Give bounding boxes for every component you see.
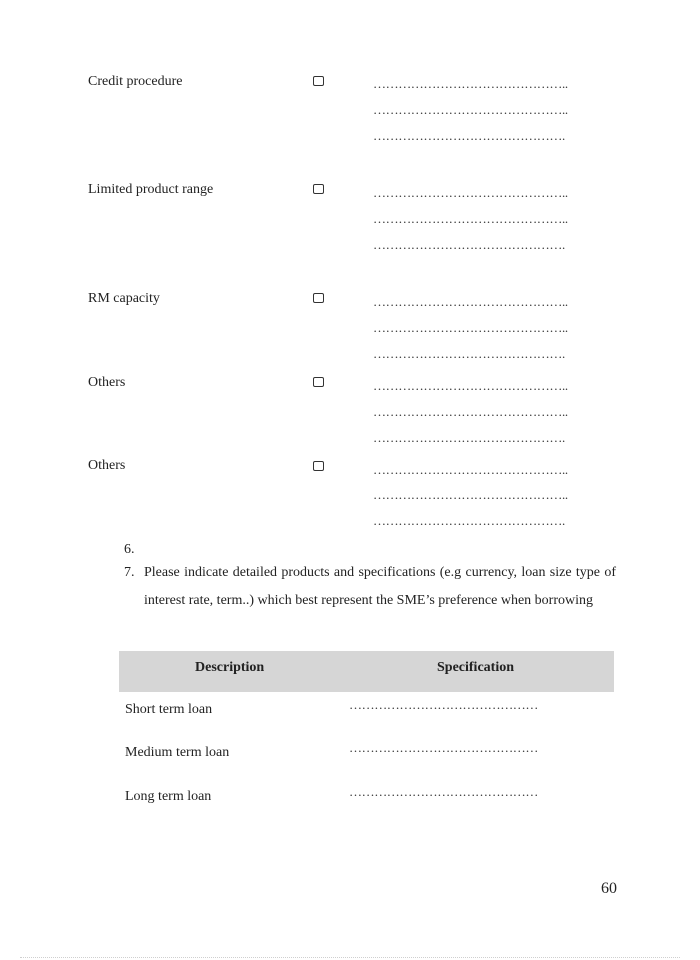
row-label-credit-procedure: Credit procedure [88, 74, 183, 89]
table-header-description: Description [195, 660, 265, 675]
answer-line[interactable]: ……………………………………….. [373, 487, 568, 502]
answer-line[interactable]: ………………………………………. [373, 430, 565, 445]
credit-procedure-checkbox[interactable] [313, 76, 324, 86]
answer-line[interactable]: ……………………………………….. [373, 102, 568, 117]
answer-line[interactable]: ………………………………………. [373, 346, 565, 361]
page-edge-divider [20, 957, 680, 958]
others-2-checkbox[interactable] [313, 461, 324, 471]
answer-line[interactable]: ………………………………………. [373, 513, 565, 528]
table-row-specification-line[interactable]: ……………………………………… [349, 697, 539, 712]
answer-line[interactable]: ……………………………………….. [373, 320, 568, 335]
answer-line[interactable]: ………………………………………. [373, 237, 565, 252]
answer-line[interactable]: ……………………………………….. [373, 294, 568, 309]
row-label-limited-product-range: Limited product range [88, 182, 214, 197]
table-header-specification: Specification [437, 660, 514, 675]
question-7-number: 7. [124, 565, 135, 580]
answer-line[interactable]: ………………………………………. [373, 128, 565, 143]
row-label-rm-capacity: RM capacity [88, 291, 160, 306]
table-row-specification-line[interactable]: ……………………………………… [349, 740, 539, 755]
question-6-number: 6. [124, 542, 135, 557]
row-label-others: Others [88, 375, 126, 390]
limited-product-range-checkbox[interactable] [313, 184, 324, 194]
table-row-description: Short term loan [125, 702, 213, 717]
answer-line[interactable]: ……………………………………….. [373, 404, 568, 419]
row-label-others-2: Others [88, 458, 126, 473]
table-row-description: Medium term loan [125, 745, 230, 760]
rm-capacity-checkbox[interactable] [313, 293, 324, 303]
table-header [119, 651, 614, 692]
page-number: 60 [601, 880, 617, 897]
table-row-description: Long term loan [125, 789, 212, 804]
answer-line[interactable]: ……………………………………….. [373, 211, 568, 226]
answer-line[interactable]: ……………………………………….. [373, 462, 568, 477]
table-row-specification-line[interactable]: ……………………………………… [349, 784, 539, 799]
answer-line[interactable]: ……………………………………….. [373, 185, 568, 200]
question-7-text: Please indicate detailed products and specifications (e.g currency, loan size type of interest rate, term..) which best represent the SME’s preference when borrowing [144, 565, 616, 608]
answer-line[interactable]: ……………………………………….. [373, 378, 568, 393]
others-checkbox[interactable] [313, 377, 324, 387]
answer-line[interactable]: ……………………………………….. [373, 76, 568, 91]
